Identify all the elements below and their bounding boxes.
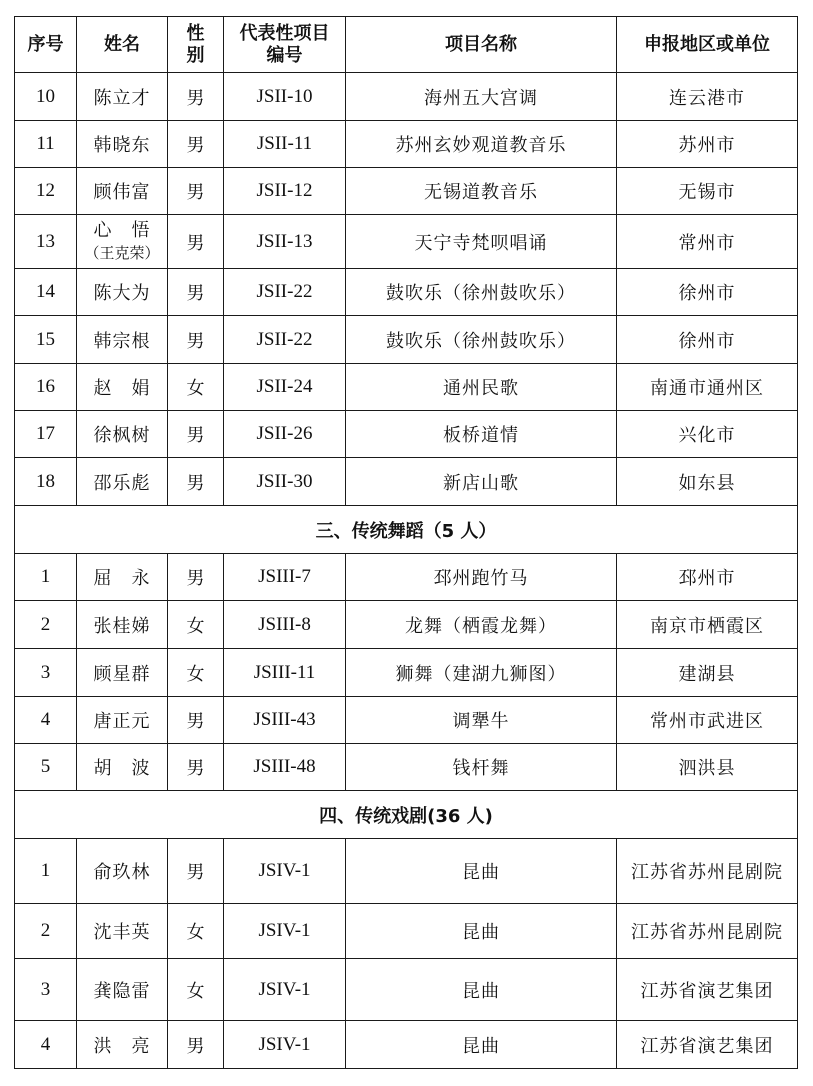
cell-code: JSIII-7 <box>224 554 346 601</box>
cell-project: 调犟牛 <box>346 697 617 744</box>
cell-gender: 女 <box>168 959 224 1021</box>
cell-code: JSII-11 <box>224 121 346 168</box>
cell-index: 3 <box>15 649 77 697</box>
cell-code: JSII-24 <box>224 364 346 411</box>
header-code-line1: 代表性项目 <box>239 22 330 44</box>
table-row <box>15 839 798 904</box>
cell-index: 2 <box>15 601 77 649</box>
cell-project: 天宁寺梵呗唱诵 <box>346 215 617 269</box>
cell-region: 南通市通州区 <box>617 364 798 411</box>
table-row <box>15 215 798 269</box>
cell-name: 韩晓东 <box>77 121 168 168</box>
cell-index: 18 <box>15 458 77 506</box>
cell-name-sub: （王克荣） <box>84 243 160 262</box>
drama-section-body <box>15 839 798 1069</box>
cell-name: 洪 亮 <box>77 1021 168 1069</box>
cell-code: JSII-30 <box>224 458 346 506</box>
cell-code: JSII-13 <box>224 215 346 269</box>
cell-gender: 男 <box>168 1021 224 1069</box>
cell-gender: 男 <box>168 168 224 215</box>
cell-project: 钱杆舞 <box>346 744 617 791</box>
cell-region: 苏州市 <box>617 121 798 168</box>
cell-name: 陈大为 <box>77 269 168 316</box>
section-title-row <box>15 506 798 554</box>
cell-code: JSIV-1 <box>224 839 346 904</box>
table-row <box>15 316 798 364</box>
cell-name: 屈 永 <box>77 554 168 601</box>
cell-region: 兴化市 <box>617 411 798 458</box>
cell-name: 赵 娟 <box>77 364 168 411</box>
header-gender-line2: 别 <box>186 44 205 66</box>
table-row <box>15 121 798 168</box>
cell-index: 5 <box>15 744 77 791</box>
cell-name: 唐正元 <box>77 697 168 744</box>
table-row <box>15 601 798 649</box>
cell-code: JSII-12 <box>224 168 346 215</box>
cell-region: 常州市武进区 <box>617 697 798 744</box>
cell-code: JSIII-11 <box>224 649 346 697</box>
cell-name: 陈立才 <box>77 73 168 121</box>
cell-project: 无锡道教音乐 <box>346 168 617 215</box>
section-title-drama: 四、传统戏剧(36 人) <box>15 791 798 839</box>
cell-code: JSII-10 <box>224 73 346 121</box>
cell-index: 4 <box>15 1021 77 1069</box>
cell-project: 狮舞（建湖九狮图） <box>346 649 617 697</box>
cell-region: 如东县 <box>617 458 798 506</box>
header-index: 序号 <box>15 17 77 73</box>
cell-region: 徐州市 <box>617 269 798 316</box>
inheritor-table <box>14 16 798 1069</box>
cell-project: 昆曲 <box>346 1021 617 1069</box>
cell-gender: 男 <box>168 215 224 269</box>
cell-name: 顾星群 <box>77 649 168 697</box>
cell-code: JSIV-1 <box>224 1021 346 1069</box>
table-row <box>15 269 798 316</box>
cell-project: 昆曲 <box>346 959 617 1021</box>
cell-project: 通州民歌 <box>346 364 617 411</box>
header-region: 申报地区或单位 <box>617 17 798 73</box>
table-row <box>15 959 798 1021</box>
table-row <box>15 364 798 411</box>
cell-gender: 男 <box>168 121 224 168</box>
cell-code: JSII-22 <box>224 269 346 316</box>
cell-gender: 男 <box>168 744 224 791</box>
cell-region: 建湖县 <box>617 649 798 697</box>
cell-index: 1 <box>15 839 77 904</box>
section-title-row <box>15 791 798 839</box>
cell-index: 14 <box>15 269 77 316</box>
cell-gender: 男 <box>168 458 224 506</box>
cell-gender: 男 <box>168 73 224 121</box>
cell-gender: 男 <box>168 269 224 316</box>
table-row <box>15 554 798 601</box>
cell-name: 韩宗根 <box>77 316 168 364</box>
table-row <box>15 744 798 791</box>
cell-project: 苏州玄妙观道教音乐 <box>346 121 617 168</box>
cell-gender: 男 <box>168 839 224 904</box>
table-row <box>15 458 798 506</box>
cell-name: 张桂娣 <box>77 601 168 649</box>
drama-section-title-body <box>15 791 798 839</box>
cell-name: 俞玖林 <box>77 839 168 904</box>
cell-name: 邵乐彪 <box>77 458 168 506</box>
cell-index: 13 <box>15 215 77 269</box>
table-row <box>15 411 798 458</box>
cell-index: 1 <box>15 554 77 601</box>
header-code-line2: 编号 <box>266 44 303 66</box>
cell-name <box>77 215 168 269</box>
cell-index: 12 <box>15 168 77 215</box>
cell-name: 胡 波 <box>77 744 168 791</box>
cell-name: 徐枫树 <box>77 411 168 458</box>
table-row <box>15 168 798 215</box>
cell-region: 江苏省苏州昆剧院 <box>617 839 798 904</box>
cell-region: 江苏省苏州昆剧院 <box>617 904 798 959</box>
cell-project: 海州五大宫调 <box>346 73 617 121</box>
cell-index: 2 <box>15 904 77 959</box>
dance-section-title-body <box>15 506 798 554</box>
header-code <box>224 17 346 73</box>
cell-code: JSIII-8 <box>224 601 346 649</box>
music-section-body <box>15 73 798 506</box>
dance-section-body <box>15 554 798 791</box>
cell-region: 南京市栖霞区 <box>617 601 798 649</box>
header-gender-line1: 性 <box>186 22 205 44</box>
header-gender <box>168 17 224 73</box>
cell-region: 邳州市 <box>617 554 798 601</box>
cell-project: 昆曲 <box>346 904 617 959</box>
cell-index: 16 <box>15 364 77 411</box>
table-row <box>15 904 798 959</box>
cell-code: JSII-26 <box>224 411 346 458</box>
cell-region: 徐州市 <box>617 316 798 364</box>
cell-code: JSIII-48 <box>224 744 346 791</box>
cell-region: 无锡市 <box>617 168 798 215</box>
cell-project: 龙舞（栖霞龙舞） <box>346 601 617 649</box>
section-title-dance: 三、传统舞蹈（5 人） <box>15 506 798 554</box>
cell-gender: 男 <box>168 554 224 601</box>
cell-name: 沈丰英 <box>77 904 168 959</box>
cell-gender: 男 <box>168 316 224 364</box>
cell-region: 泗洪县 <box>617 744 798 791</box>
cell-gender: 女 <box>168 601 224 649</box>
cell-name: 顾伟富 <box>77 168 168 215</box>
table-row <box>15 73 798 121</box>
cell-index: 4 <box>15 697 77 744</box>
cell-gender: 女 <box>168 364 224 411</box>
table-row <box>15 649 798 697</box>
cell-project: 新店山歌 <box>346 458 617 506</box>
cell-project: 邳州跑竹马 <box>346 554 617 601</box>
cell-project: 板桥道情 <box>346 411 617 458</box>
cell-code: JSII-22 <box>224 316 346 364</box>
table-header-row <box>15 17 798 73</box>
cell-gender: 女 <box>168 649 224 697</box>
header-name: 姓名 <box>77 17 168 73</box>
cell-index: 3 <box>15 959 77 1021</box>
cell-index: 11 <box>15 121 77 168</box>
cell-project: 鼓吹乐（徐州鼓吹乐） <box>346 269 617 316</box>
cell-gender: 男 <box>168 411 224 458</box>
cell-code: JSIII-43 <box>224 697 346 744</box>
cell-index: 10 <box>15 73 77 121</box>
cell-region: 连云港市 <box>617 73 798 121</box>
cell-index: 17 <box>15 411 77 458</box>
cell-project: 昆曲 <box>346 839 617 904</box>
cell-gender: 男 <box>168 697 224 744</box>
cell-region: 常州市 <box>617 215 798 269</box>
cell-code: JSIV-1 <box>224 904 346 959</box>
table-row <box>15 697 798 744</box>
table-row <box>15 1021 798 1069</box>
cell-region: 江苏省演艺集团 <box>617 1021 798 1069</box>
cell-name-main: 心 悟 <box>93 219 151 241</box>
cell-code: JSIV-1 <box>224 959 346 1021</box>
cell-region: 江苏省演艺集团 <box>617 959 798 1021</box>
cell-gender: 女 <box>168 904 224 959</box>
header-project: 项目名称 <box>346 17 617 73</box>
cell-name: 龚隐雷 <box>77 959 168 1021</box>
cell-index: 15 <box>15 316 77 364</box>
cell-project: 鼓吹乐（徐州鼓吹乐） <box>346 316 617 364</box>
